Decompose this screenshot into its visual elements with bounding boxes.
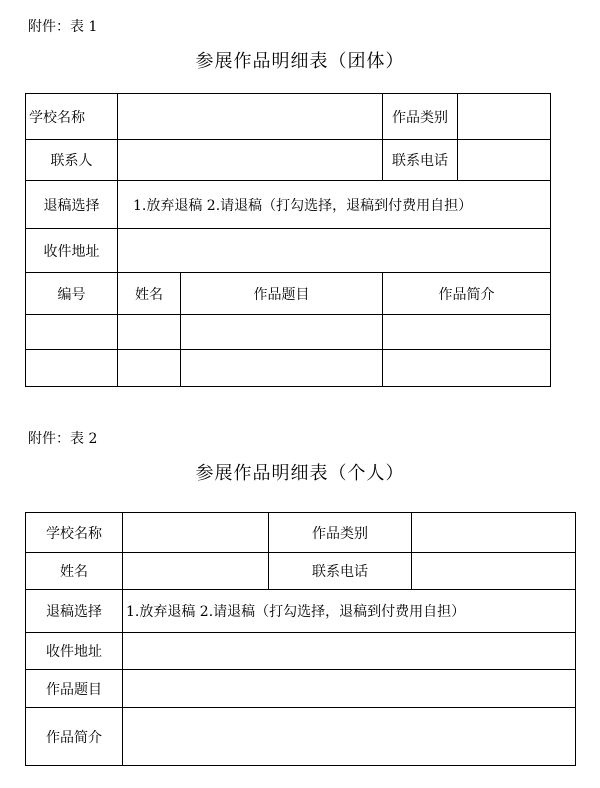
phone-label-2: 联系电话 bbox=[269, 553, 412, 590]
cell-number[interactable] bbox=[26, 315, 118, 350]
address-field[interactable] bbox=[118, 229, 551, 273]
category-field[interactable] bbox=[458, 94, 551, 140]
return-choice-options-2[interactable]: 1.放弃退稿 2.请退稿（打勾选择，退稿到付费用自担） bbox=[123, 590, 576, 633]
work-title-label: 作品题目 bbox=[26, 670, 123, 708]
return-choice-options[interactable]: 1.放弃退稿 2.请退稿（打勾选择，退稿到付费用自担） bbox=[118, 181, 551, 229]
annex-label-1: 附件：表 1 bbox=[28, 19, 98, 35]
category-label: 作品类别 bbox=[383, 94, 458, 140]
cell-number[interactable] bbox=[26, 350, 118, 387]
group-form-table bbox=[25, 93, 551, 387]
annex-label-2: 附件：表 2 bbox=[28, 431, 98, 447]
form-title-group: 参展作品明细表（团体） bbox=[195, 51, 405, 72]
category-label-2: 作品类别 bbox=[269, 513, 412, 553]
cell-work-title[interactable] bbox=[181, 350, 383, 387]
cell-work-title[interactable] bbox=[181, 315, 383, 350]
category-field-2[interactable] bbox=[412, 513, 576, 553]
contact-field[interactable] bbox=[118, 140, 383, 181]
work-intro-field[interactable] bbox=[123, 708, 576, 766]
col-header-work-title: 作品题目 bbox=[181, 273, 383, 315]
school-name-field-2[interactable] bbox=[123, 513, 269, 553]
form-title-individual: 参展作品明细表（个人） bbox=[195, 463, 405, 484]
school-name-label-2: 学校名称 bbox=[26, 513, 123, 553]
return-choice-label-2: 退稿选择 bbox=[26, 590, 123, 633]
table-row bbox=[26, 315, 551, 350]
cell-work-intro[interactable] bbox=[383, 315, 551, 350]
school-name-label: 学校名称 bbox=[26, 94, 118, 140]
school-name-field[interactable] bbox=[118, 94, 383, 140]
cell-name[interactable] bbox=[118, 315, 181, 350]
address-label-2: 收件地址 bbox=[26, 633, 123, 670]
phone-label: 联系电话 bbox=[383, 140, 458, 181]
name-field[interactable] bbox=[123, 553, 269, 590]
work-intro-label: 作品简介 bbox=[26, 708, 123, 766]
contact-label: 联系人 bbox=[26, 140, 118, 181]
col-header-name: 姓名 bbox=[118, 273, 181, 315]
return-choice-label: 退稿选择 bbox=[26, 181, 118, 229]
phone-field-2[interactable] bbox=[412, 553, 576, 590]
table-row bbox=[26, 350, 551, 387]
col-header-work-intro: 作品简介 bbox=[383, 273, 551, 315]
col-header-number: 编号 bbox=[26, 273, 118, 315]
individual-form-table bbox=[25, 512, 576, 766]
cell-work-intro[interactable] bbox=[383, 350, 551, 387]
address-label: 收件地址 bbox=[26, 229, 118, 273]
phone-field[interactable] bbox=[458, 140, 551, 181]
work-title-field[interactable] bbox=[123, 670, 576, 708]
name-label: 姓名 bbox=[26, 553, 123, 590]
address-field-2[interactable] bbox=[123, 633, 576, 670]
cell-name[interactable] bbox=[118, 350, 181, 387]
